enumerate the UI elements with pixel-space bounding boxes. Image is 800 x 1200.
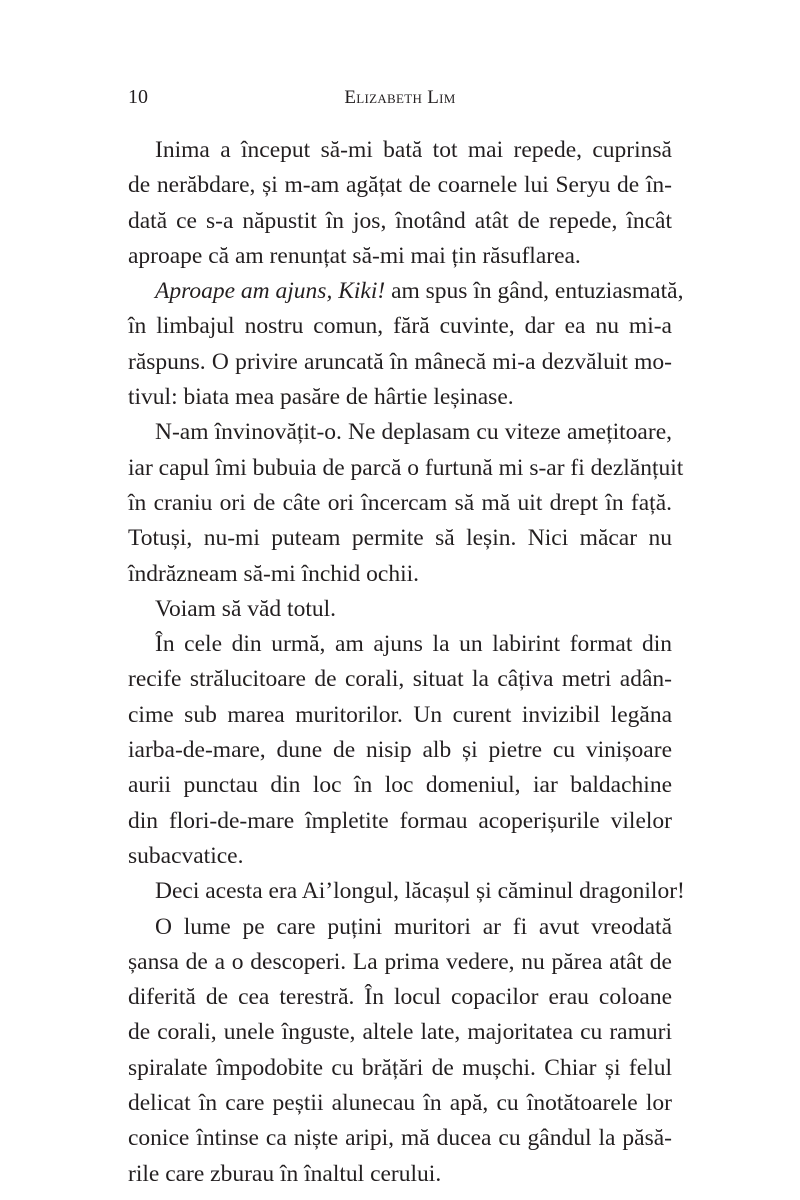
text-line: răspuns. O privire aruncată în mânecă mi-a dezvăluit mo-: [128, 348, 672, 375]
body-text: [128, 133, 685, 1192]
text-line: Inima a început să-mi bată tot mai repede, cuprinsă: [155, 137, 672, 163]
text-line: diferită de cea terestră. În locul copacilor erau coloane: [128, 984, 672, 1011]
text-line: delicat în care peștii alunecau în apă, cu înotătoarele lor: [128, 1090, 672, 1117]
text-line: de corali, unele înguste, altele late, majoritatea cu ramuri: [128, 1019, 672, 1046]
text-line: din flori-de-mare împletite formau acoperișurile vilelor: [128, 807, 672, 834]
text-line: de nerăbdare, și m-am agățat de coarnele lui Seryu de în-: [128, 172, 672, 199]
page-header: [128, 86, 672, 114]
text-line: [128, 274, 684, 309]
paragraph: [128, 415, 684, 591]
text-line: În cele din urmă, am ajuns la un labirint format din: [155, 631, 672, 658]
paragraph: [128, 274, 684, 415]
text-line: în limbajul nostru comun, fără cuvinte, dar ea nu mi-a: [128, 313, 672, 340]
text-line: O lume pe care puțini muritori ar fi avut vreodată: [155, 913, 672, 940]
paragraph: [128, 874, 685, 909]
text-line: Deci acesta era Ai’longul, lăcașul și căminul dragonilor!: [155, 878, 685, 905]
running-head: Elizabeth Lim: [344, 87, 456, 108]
text-line: iar capul îmi bubuia de parcă o furtună mi s-ar fi dezlănțuit: [128, 454, 684, 481]
text-line: în craniu ori de câte ori încercam să mă uit drept în față.: [128, 489, 672, 516]
paragraph: [128, 627, 672, 874]
text-line: Totuși, nu-mi puteam permite să leșin. Nici măcar nu: [128, 525, 672, 552]
page-number: 10: [128, 86, 148, 108]
paragraph: [128, 133, 672, 274]
text-line: aurii punctau din loc în loc domeniul, iar baldachine: [128, 772, 672, 799]
text-line: Voiam să văd totul.: [155, 595, 337, 622]
text-line: rile care zburau în înaltul cerului.: [128, 1160, 442, 1187]
line-text: am spus în gând, entuziasmată,: [385, 278, 684, 305]
text-line: aproape că am renunțat să-mi mai țin răsuflarea.: [128, 242, 581, 269]
text-line: iarba-de-mare, dune de nisip alb și pietre cu vinișoare: [128, 737, 672, 764]
text-line: recife strălucitoare de corali, situat la câțiva metri adân-: [128, 666, 672, 693]
text-line: cime sub marea muritorilor. Un curent invizibil legăna: [128, 701, 672, 728]
text-line: subacvatice.: [128, 842, 244, 869]
italic-thought: Aproape am ajuns, Kiki!: [155, 278, 386, 305]
paragraph: [128, 910, 672, 1192]
text-line: tivul: biata mea pasăre de hârtie leșinase.: [128, 384, 514, 411]
text-line: N-am învinovățit-o. Ne deplasam cu viteze amețitoare,: [155, 419, 672, 446]
text-line: șansa de a o descoperi. La prima vedere, nu părea atât de: [128, 948, 672, 975]
paragraph: [128, 592, 672, 627]
text-line: spiralate împodobite cu brățări de mușchi. Chiar și felul: [128, 1054, 672, 1081]
text-line: conice întinse ca niște aripi, mă ducea cu gândul la păsă-: [128, 1125, 672, 1152]
text-line: dată ce s-a năpustit în jos, înotând atât de repede, încât: [128, 207, 672, 234]
text-line: îndrăzneam să-mi închid ochii.: [128, 560, 420, 587]
